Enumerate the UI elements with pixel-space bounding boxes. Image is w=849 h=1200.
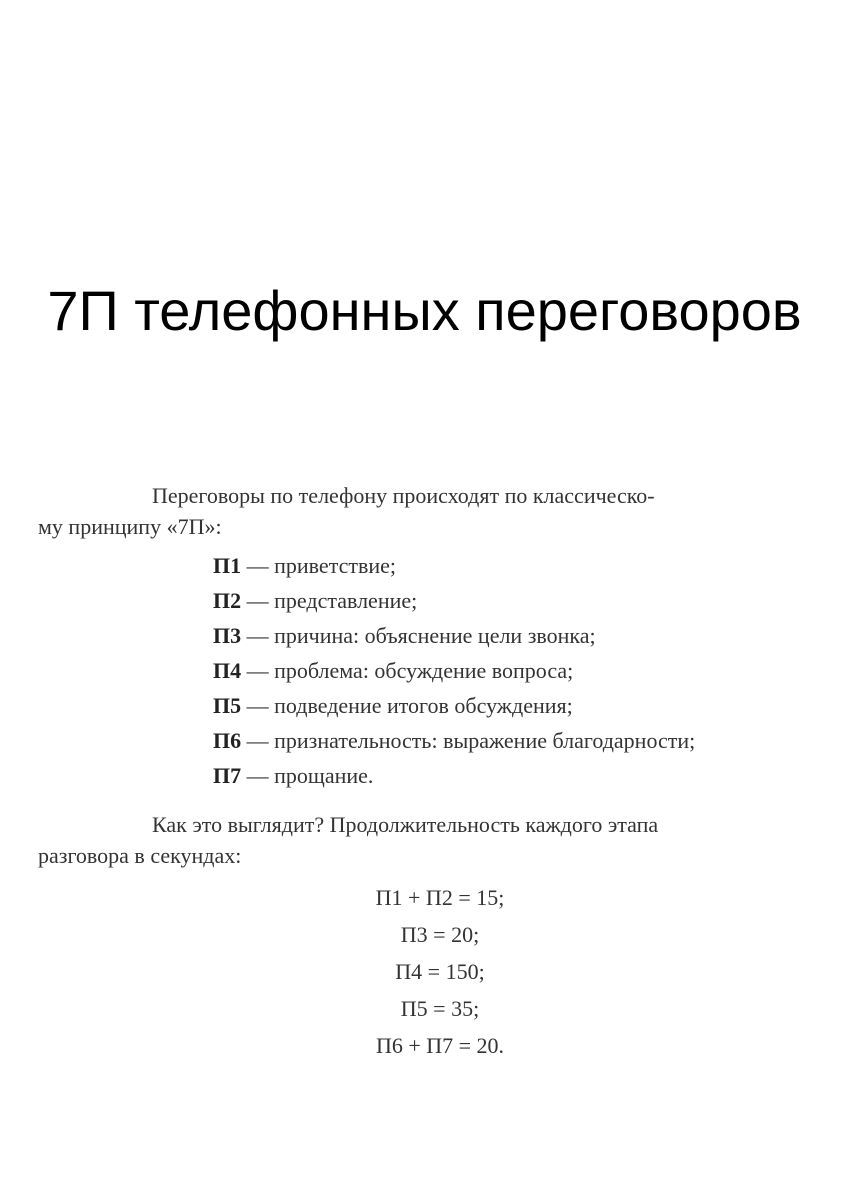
stage-text: — подведение итогов обсуждения; <box>241 693 573 718</box>
stages-list <box>95 548 755 793</box>
stage-key: П1 <box>213 553 242 578</box>
stage-text: — проблема: обсуждение вопроса; <box>241 658 574 683</box>
formula-line: П5 = 35; <box>400 996 480 1021</box>
stage-key: П4 <box>213 658 242 683</box>
list-item <box>213 583 755 618</box>
stage-key: П3 <box>213 623 242 648</box>
stage-text: — признательность: выражение благодарности; <box>241 728 696 753</box>
question-line-1: Как это выглядит? Продолжительность каждого этапа <box>152 812 659 837</box>
list-item <box>213 688 755 723</box>
stage-key: П7 <box>213 763 242 788</box>
formula-line: П1 + П2 = 15; <box>375 885 505 910</box>
list-item <box>213 758 755 793</box>
intro-line-1: Переговоры по телефону происходят по классическо- <box>152 483 655 508</box>
list-item <box>213 653 755 688</box>
list-item <box>213 548 755 583</box>
question-line-2: разговора в секундах: <box>38 843 242 868</box>
stage-text: — представление; <box>241 588 418 613</box>
stage-key: П5 <box>213 693 242 718</box>
formula-line: П6 + П7 = 20. <box>375 1033 505 1058</box>
list-item <box>213 618 755 653</box>
stage-text: — причина: объяснение цели звонка; <box>241 623 596 648</box>
page-title: 7П телефонных переговоров <box>47 279 802 342</box>
formulas-block <box>95 879 755 1064</box>
formula-line: П4 = 150; <box>395 959 485 984</box>
question-paragraph <box>38 809 755 871</box>
stage-text: — приветствие; <box>241 553 396 578</box>
intro-line-2: му принципу «7П»: <box>38 514 222 539</box>
formula-line: П3 = 20; <box>400 922 480 947</box>
stage-text: — прощание. <box>241 763 374 788</box>
stage-key: П2 <box>213 588 242 613</box>
stage-key: П6 <box>213 728 242 753</box>
intro-paragraph <box>38 480 755 542</box>
list-item <box>213 723 755 758</box>
book-excerpt <box>38 480 755 1064</box>
